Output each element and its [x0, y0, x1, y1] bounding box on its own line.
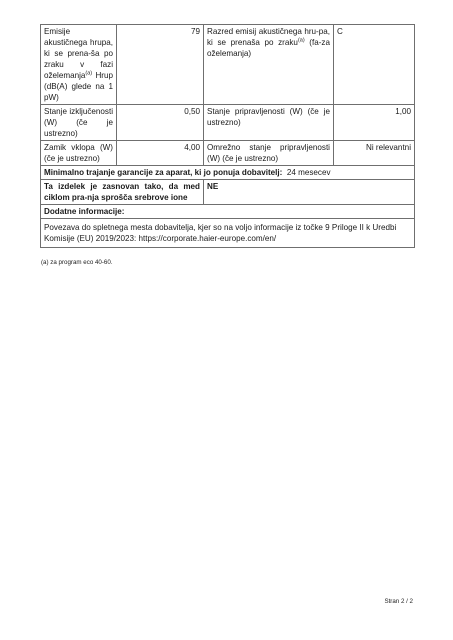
table-row	[41, 180, 415, 205]
guarantee-label: Minimalno trajanje garancije za aparat, ki jo ponuja dobavitelj:	[44, 168, 283, 177]
off-mode-label: Stanje izključenosti (W) (če je ustrezno)	[41, 105, 117, 141]
standby-label: Stanje pripravljenosti (W) (če je ustrezno)	[204, 105, 334, 141]
noise-class-label: Razred emisij akustičnega hru-pa, ki se prenaša po zraku$^{(a)}$ (fa-za oželemanja)	[204, 25, 334, 105]
delay-start-value: 4,00	[117, 141, 204, 166]
noise-class-value: C	[334, 25, 415, 105]
guarantee-cell	[41, 166, 415, 180]
delay-start-label: Zamik vklopa (W) (če je ustrezno)	[41, 141, 117, 166]
table-row	[41, 166, 415, 180]
network-standby-value: Ni relevantni	[334, 141, 415, 166]
table-row	[41, 205, 415, 219]
noise-emission-label: Emisije akustičnega hrupa, ki se prena-ša po zraku v fazi oželemanja$^{(a)}$ Hrup (dB(A) glede na 1 pW)	[41, 25, 117, 105]
guarantee-value: 24 mesecev	[286, 168, 331, 177]
table-row	[41, 105, 415, 141]
silver-ions-value: NE	[204, 180, 415, 205]
network-standby-label: Omrežno stanje pripravljenosti (W) (če je ustrezno)	[204, 141, 334, 166]
page-number: Stran 2 / 2	[384, 598, 413, 605]
footnote: (a) za program eco 40-60.	[41, 259, 113, 266]
standby-value: 1,00	[334, 105, 415, 141]
off-mode-value: 0,50	[117, 105, 204, 141]
silver-ions-label: Ta izdelek je zasnovan tako, da med ciklom pra-nja sprošča srebrove ione	[41, 180, 204, 205]
table-row	[41, 141, 415, 166]
product-info-table	[40, 24, 415, 248]
table-row	[41, 219, 415, 248]
supplier-link-text: Povezava do spletnega mesta dobavitelja, kjer so na voljo informacije iz točke 9 Priloge II k Uredbi Komisije (EU) 2019/2023: https://corporate.haier-europe.com/en/	[41, 219, 415, 248]
noise-emission-value: 79	[117, 25, 204, 105]
additional-info-label: Dodatne informacije:	[41, 205, 415, 219]
table-row	[41, 25, 415, 105]
